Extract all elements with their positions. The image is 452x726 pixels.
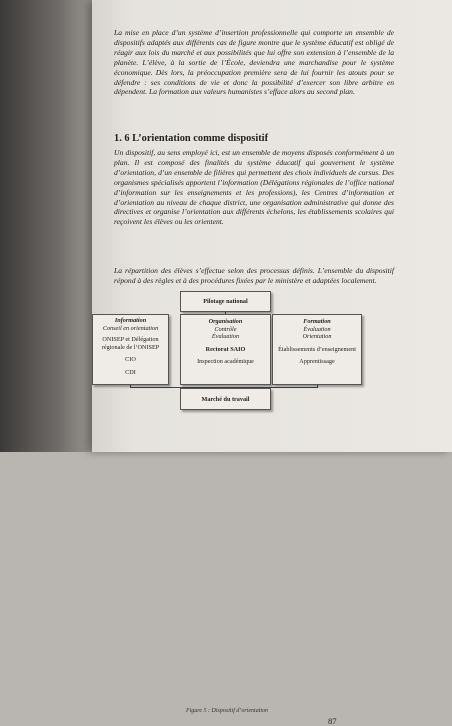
organisation-title: Organisation xyxy=(208,318,243,325)
evaluation-title: Évaluation xyxy=(211,333,240,341)
controle-title: Contrôle xyxy=(214,325,237,333)
conseil-title: Conseil en orientation xyxy=(102,324,159,332)
paragraph-repartition: La répartition des élèves s’effectue selon des processus définis. L’ensemble du dispositif répond à des règles et à des procédures fixées par le ministère et adaptées localement. xyxy=(114,266,394,285)
cdi-label: CDI xyxy=(125,368,136,376)
connector-right-down xyxy=(317,385,318,388)
paragraph-dispositif: Un dispositif, au sens employé ici, est un ensemble de moyens disposés conformément à un plan. Il est composé des finalités du système éducatif qui gouvernent le système d’orientation, d’un ensemble de filières qui permettent des choix individuels de cursus. Des organismes spécialisés apportent l’information (Délégations régionales de l’office national d’information sur les enseignements et les professions), les Centres d’information et d’orientation au niveau de chaque district, une organisation administrative qui donne des directives et organise l’orientation aux différents échelons, les établissements scolaires qui reçoivent les élèves ou les orientent. xyxy=(114,148,394,227)
evaluation-title-right: Évaluation xyxy=(303,325,331,333)
organisation-box xyxy=(180,314,271,385)
connector-left-down xyxy=(130,385,131,388)
orientation-title: Orientation xyxy=(302,333,332,341)
formation-box xyxy=(272,314,362,385)
onisep-label: ONISEP et Délégation régionale de l’ONISEP xyxy=(101,336,160,351)
formation-title: Formation xyxy=(303,318,331,325)
etablissements-label: Établissements d’enseignement xyxy=(278,345,356,353)
information-box xyxy=(92,314,169,385)
book-page xyxy=(92,0,452,726)
orientation-diagram xyxy=(92,288,432,726)
information-title: Information xyxy=(114,317,147,324)
marche-du-travail-box: Marché du travail xyxy=(180,388,271,410)
rectorat-label: Rectorat SAIO xyxy=(205,345,246,353)
page-number: 87 xyxy=(328,716,337,726)
pilotage-national-box: Pilotage national xyxy=(180,291,271,312)
paragraph-insertion: La mise en place d’un système d’insertion professionnelle qui comporte un ensemble de dispositifs adaptés aux différents cas de figure montre que le système éducatif est obligé de réagir aux lois du marché et aux possibilités que lui offre son extension à l’ensemble de la planète. L’élève, à la sortie de l’École, deviendra une marchandise pour le système économique. Dès lors, la préoccupation première sera de lui fournir les atouts pour se défendre : ses conditions de vie et donc la possibilité d’exercer son libre arbitre en dépendent. La formation aux valeurs humanistes s’efface alors au second plan. xyxy=(114,28,394,97)
section-heading: 1. 6 L’orientation comme dispositif xyxy=(114,133,269,144)
cio-label: CIO xyxy=(125,356,136,364)
figure-caption: Figure 5 : Dispositif d’orientation xyxy=(185,708,269,714)
inspection-label: Inspection académique xyxy=(197,358,254,366)
apprentissage-label: Apprentissage xyxy=(299,358,335,366)
